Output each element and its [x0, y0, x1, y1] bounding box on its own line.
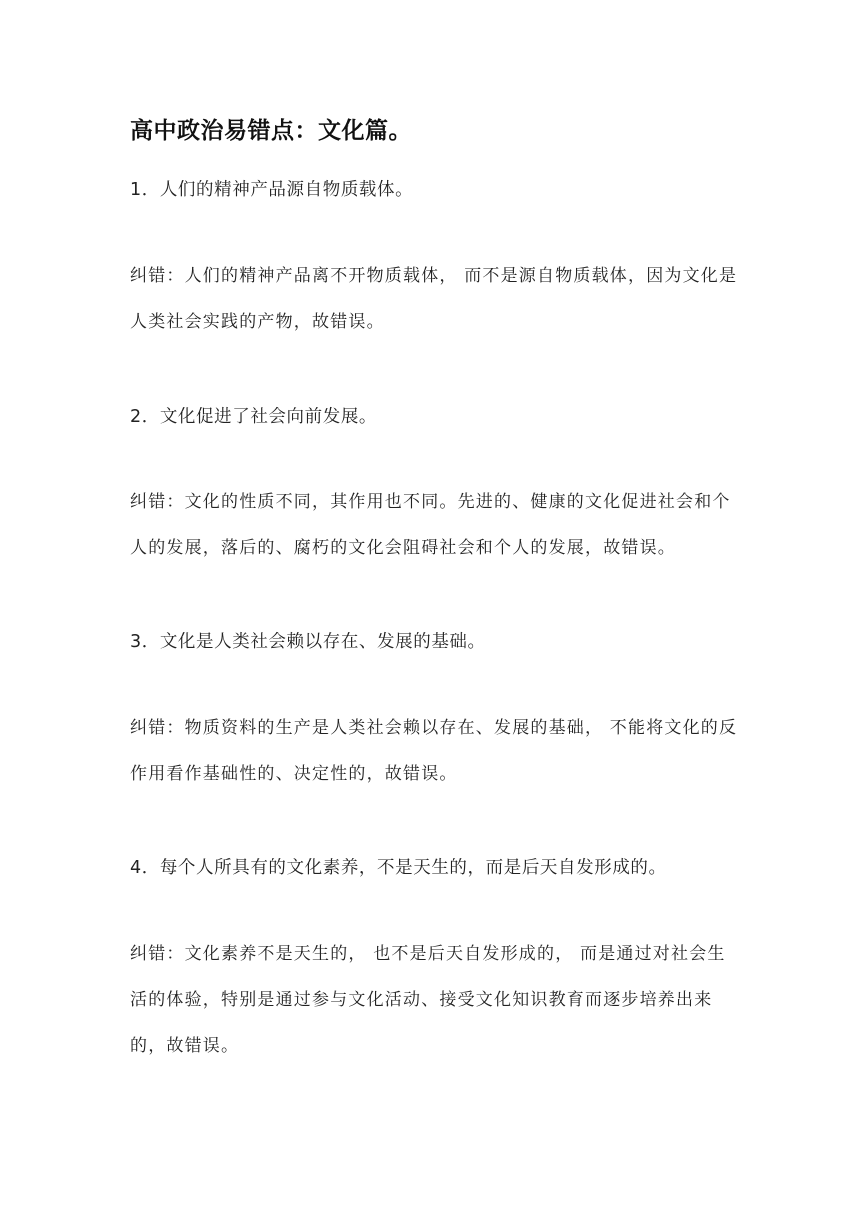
page-title: 高中政治易错点：文化篇。: [130, 118, 412, 144]
correction-2: 纠错：文化的性质不同，其作用也不同。先进的、健康的文化促进社会和个人的发展，落后的、腐朽的文化会阻碍社会和个人的发展，故错误。: [130, 492, 731, 558]
correction-1: 纠错：人们的精神产品离不开物质载体， 而不是源自物质载体，因为文化是人类社会实践的产物，故错误。: [130, 266, 738, 332]
error-item-2: 2．文化促进了社会向前发展。: [130, 407, 378, 427]
error-item-3: 3．文化是人类社会赖以存在、发展的基础。: [130, 632, 486, 652]
error-item-4: 4．每个人所具有的文化素养，不是天生的，而是后天自发形成的。: [130, 858, 667, 878]
correction-3: 纠错：物质资料的生产是人类社会赖以存在、发展的基础， 不能将文化的反作用看作基础性的、决定性的，故错误。: [130, 718, 738, 784]
error-item-1: 1．人们的精神产品源自物质载体。: [130, 180, 414, 200]
correction-4: 纠错：文化素养不是天生的， 也不是后天自发形成的， 而是通过对社会生活的体验，特别是通过参与文化活动、接受文化知识教育而逐步培养出来的，故错误。: [130, 944, 726, 1056]
